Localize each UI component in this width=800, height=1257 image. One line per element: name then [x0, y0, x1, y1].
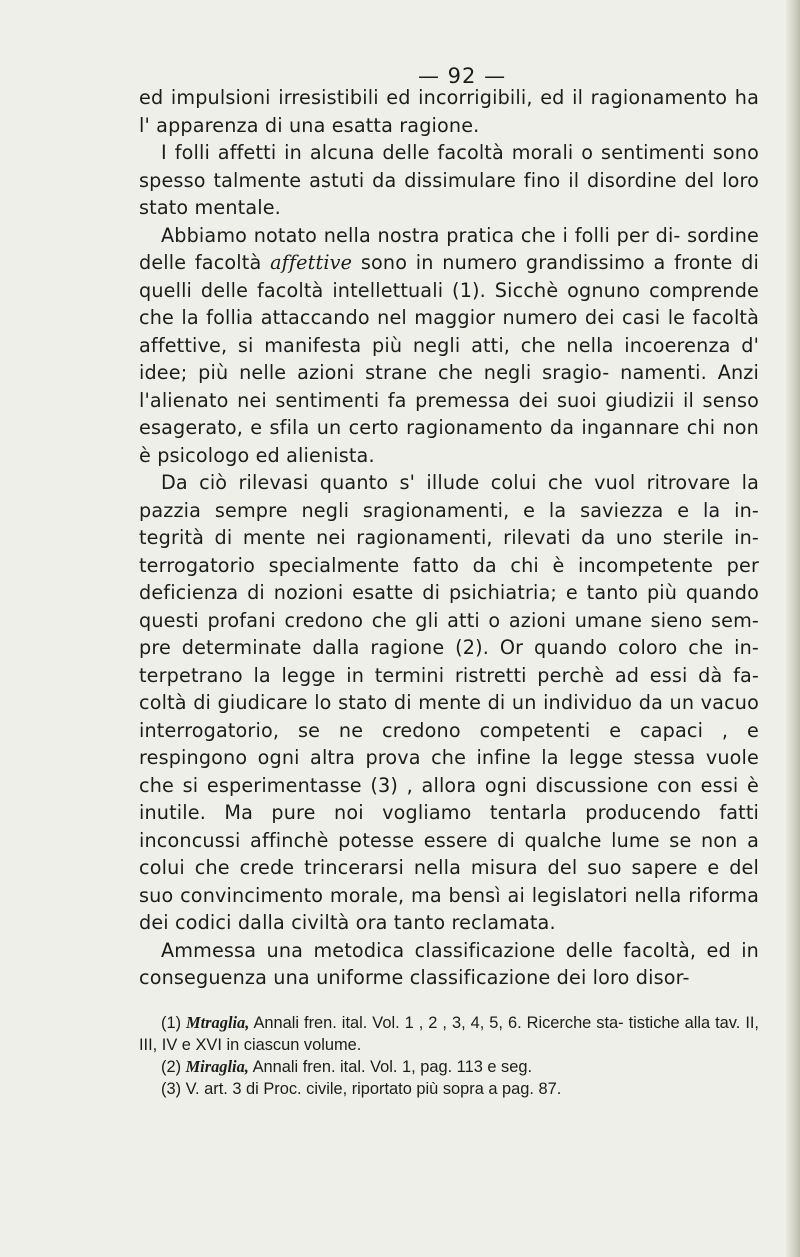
footnote-marker: (1) — [161, 1014, 182, 1032]
paragraph — [139, 222, 759, 470]
paragraph — [139, 469, 759, 937]
paragraph-text: I folli affetti in alcuna delle facoltà morali o sentimenti sono spesso talmente astuti da dissimulare fino il disordine del loro stato mentale. — [139, 141, 759, 219]
footnote-text: Annali fren. ital. Vol. 1 , 2 , 3, 4, 5, 6. Ricerche sta- tistiche alla tav. II, III, IV e XVI in ciascun volume. — [139, 1014, 759, 1054]
footnote-marker: (2) — [161, 1058, 182, 1076]
page-number: — 92 — — [418, 64, 507, 88]
footnote-author: Miraglia, — [185, 1057, 249, 1076]
paragraph — [139, 84, 759, 139]
footnote-text: V. art. 3 di Proc. civile, riportato più sopra a pag. 87. — [185, 1080, 562, 1098]
emphasized-word: affettive — [270, 251, 353, 274]
body-text — [139, 84, 759, 992]
paragraph-text: Abbiamo notato nella nostra pratica che i folli per di- sordine delle facoltà — [139, 223, 759, 274]
footnote-marker: (3) — [161, 1080, 182, 1098]
footnote — [139, 1056, 759, 1078]
footnote-author: Mtraglia, — [186, 1013, 250, 1032]
footnotes — [139, 1012, 759, 1100]
paragraph-text: sono in numero grandissimo a fronte di quelli delle facoltà intellettuali (1). Sicchè ognuno comprende che la follia attaccando nel maggior numero dei casi le facoltà affettive, si manifesta più negli atti, che nella incoerenza d' idee; più nelle azioni strane che negli sragio- namenti. Anzi l'alienato nei sentimenti fa premessa dei suoi giudizii il senso esagerato, e sfila un certo ragionamento da ingannare chi non è psicologo ed alienista. — [139, 251, 759, 467]
footnote — [139, 1012, 759, 1056]
paragraph-text: Da ciò rilevasi quanto s' illude colui che vuol ritrovare la pazzia sempre negli sragionamenti, e la saviezza e la in- tegrità di mente nei ragionamenti, rilevati da uno sterile in- terrogatorio specialmente fatto da chi è incompetente per deficienza di nozioni esatte di psichiatria; e tanto più quando questi profani credono che gli atti o azioni umane sieno sem- pre determinate dalla ragione (2). Or quando coloro che in- terpetrano la legge in termini ristretti perchè ad essi dà fa- coltà di giudicare lo stato di mente di un individuo da un vacuo interrogatorio, se ne credono competenti e capaci , e respingono ogni altra prova che infine la legge stessa vuole che si esperimentasse (3) , allora ogni discussione con essi è inutile. Ma pure noi vogliamo tentarla producendo fatti inconcussi affinchè potesse essere di qualche lume se non a colui che crede trincerarsi nella misura del suo sapere e del suo convincimento morale, ma bensì ai legislatori nella riforma dei codici dalla civiltà ora tanto reclamata. — [139, 471, 759, 934]
paragraph — [139, 139, 759, 222]
paragraph — [139, 937, 759, 992]
paragraph-text: ed impulsioni irresistibili ed incorrigibili, ed il ragionamento ha l' apparenza di una esatta ragione. — [139, 86, 759, 137]
paragraph-text: Ammessa una metodica classificazione delle facoltà, ed in conseguenza una uniforme classificazione dei loro disor- — [139, 938, 759, 989]
page-edge-shadow — [786, 0, 800, 1257]
footnote — [139, 1078, 759, 1100]
footnote-text: Annali fren. ital. Vol. 1, pag. 113 e seg. — [252, 1058, 533, 1076]
